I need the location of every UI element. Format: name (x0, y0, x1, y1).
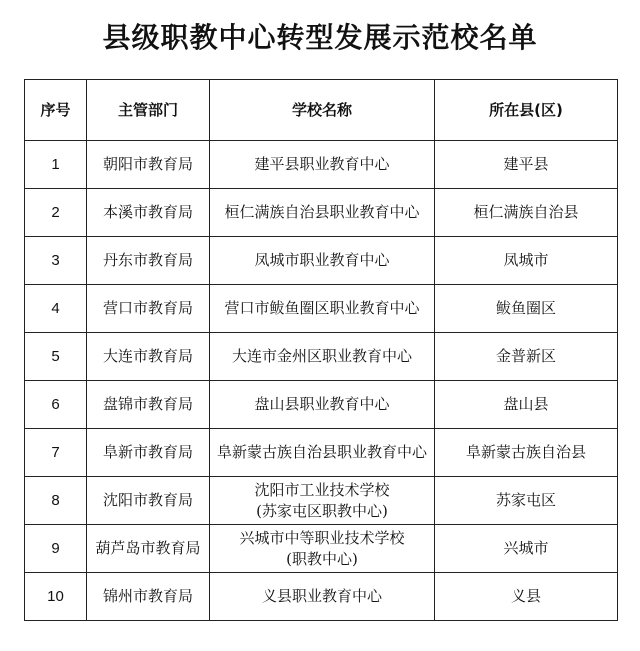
table-row (25, 525, 618, 573)
cell-school-name (210, 141, 435, 189)
cell-index: 4 (25, 285, 87, 333)
table-body (25, 141, 618, 621)
table-row (25, 477, 618, 525)
school-name-line: (苏家屯区职教中心) (256, 501, 388, 520)
header-county: 所在县(区) (435, 80, 618, 141)
cell-county: 苏家屯区 (435, 477, 618, 525)
table-row (25, 333, 618, 381)
cell-county: 桓仁满族自治县 (435, 189, 618, 237)
cell-index: 10 (25, 573, 87, 621)
cell-school-name (210, 285, 435, 333)
cell-county: 义县 (435, 573, 618, 621)
header-index: 序号 (25, 80, 87, 141)
cell-county: 鲅鱼圈区 (435, 285, 618, 333)
table-row (25, 285, 618, 333)
school-name-line: (职教中心) (286, 549, 358, 568)
cell-county: 盘山县 (435, 381, 618, 429)
cell-county: 建平县 (435, 141, 618, 189)
cell-index: 3 (25, 237, 87, 285)
cell-index: 7 (25, 429, 87, 477)
school-name-line: 盘山县职业教育中心 (254, 395, 390, 413)
cell-department: 大连市教育局 (87, 333, 210, 381)
cell-school-name (210, 381, 435, 429)
cell-school-name (210, 477, 435, 525)
school-name-line: 沈阳市工业技术学校 (254, 480, 390, 499)
cell-county: 金普新区 (435, 333, 618, 381)
header-school-name: 学校名称 (210, 80, 435, 141)
school-name-line: 凤城市职业教育中心 (254, 251, 390, 269)
school-name-line: 阜新蒙古族自治县职业教育中心 (216, 443, 427, 461)
cell-index: 2 (25, 189, 87, 237)
cell-index: 6 (25, 381, 87, 429)
cell-department: 本溪市教育局 (87, 189, 210, 237)
school-name-line: 大连市金州区职业教育中心 (231, 347, 412, 365)
table-row (25, 141, 618, 189)
cell-department: 盘锦市教育局 (87, 381, 210, 429)
cell-index: 5 (25, 333, 87, 381)
table-row (25, 189, 618, 237)
cell-department: 朝阳市教育局 (87, 141, 210, 189)
cell-school-name (210, 333, 435, 381)
school-list-table (24, 79, 618, 621)
cell-county: 凤城市 (435, 237, 618, 285)
cell-department: 沈阳市教育局 (87, 477, 210, 525)
school-name-line: 桓仁满族自治县职业教育中心 (224, 203, 420, 221)
school-name-line: 建平县职业教育中心 (254, 155, 390, 173)
cell-school-name (210, 573, 435, 621)
school-name-line: 义县职业教育中心 (261, 587, 382, 605)
header-department: 主管部门 (87, 80, 210, 141)
table-row (25, 573, 618, 621)
cell-school-name (210, 525, 435, 573)
cell-department: 营口市教育局 (87, 285, 210, 333)
page-title: 县级职教中心转型发展示范校名单 (102, 21, 538, 54)
cell-department: 锦州市教育局 (87, 573, 210, 621)
cell-index: 9 (25, 525, 87, 573)
cell-index: 1 (25, 141, 87, 189)
cell-department: 丹东市教育局 (87, 237, 210, 285)
cell-county: 阜新蒙古族自治县 (435, 429, 618, 477)
table-header-row (25, 80, 618, 141)
cell-school-name (210, 429, 435, 477)
table-row (25, 237, 618, 285)
cell-department: 葫芦岛市教育局 (87, 525, 210, 573)
school-name-line: 兴城市中等职业技术学校 (239, 528, 405, 547)
cell-school-name (210, 189, 435, 237)
table-row (25, 429, 618, 477)
school-name-line: 营口市鲅鱼圈区职业教育中心 (224, 299, 420, 317)
table-row (25, 381, 618, 429)
cell-county: 兴城市 (435, 525, 618, 573)
cell-department: 阜新市教育局 (87, 429, 210, 477)
cell-index: 8 (25, 477, 87, 525)
cell-school-name (210, 237, 435, 285)
